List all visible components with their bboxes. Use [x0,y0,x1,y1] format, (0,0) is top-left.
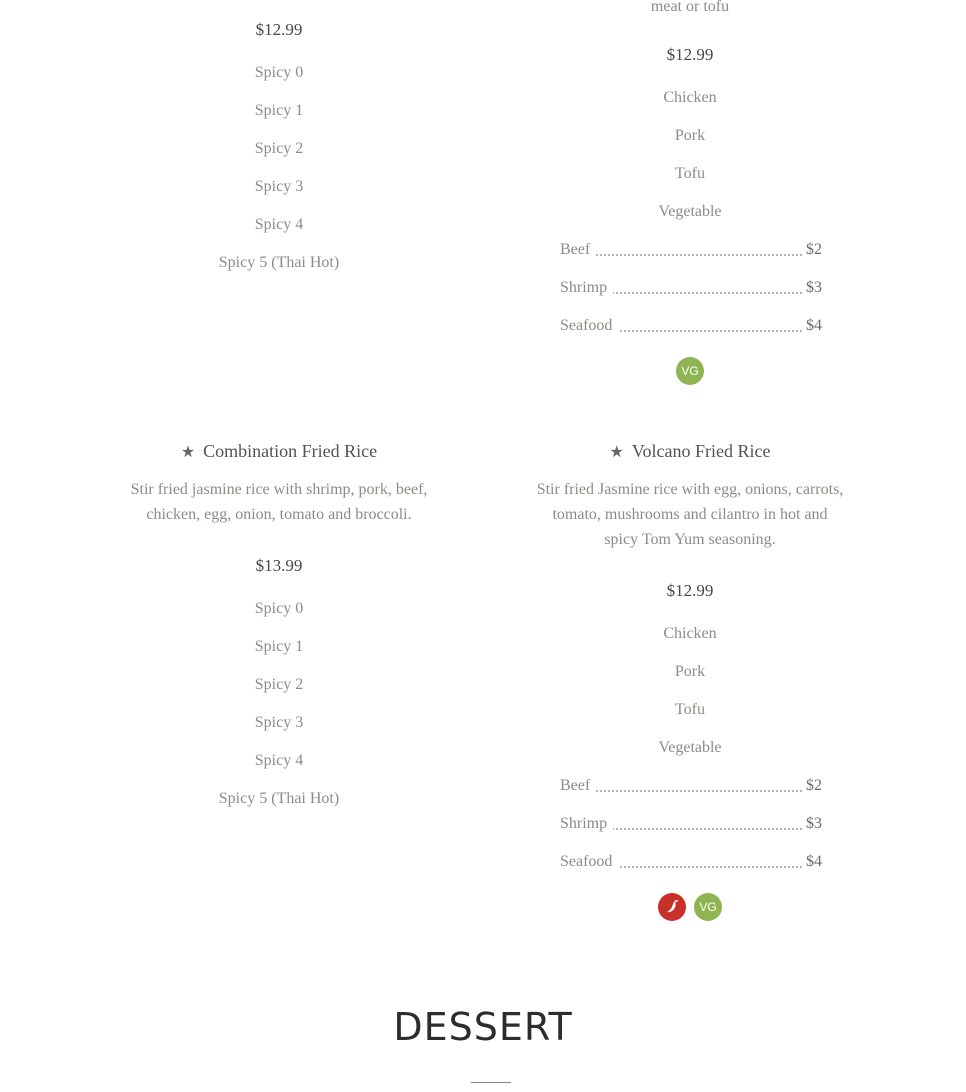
spice-option[interactable]: Spicy 3 [254,178,304,195]
spice-option[interactable]: Spicy 5 (Thai Hot) [218,254,340,271]
menu-item-title [490,441,890,462]
spice-option[interactable]: Spicy 4 [254,752,304,769]
item-price: $12.99 [255,20,303,39]
item-description: meat or tofu [650,0,730,15]
addon-price: $4 [802,853,822,871]
section-title: DESSERT [393,1005,573,1049]
spice-option[interactable]: Spicy 3 [254,714,304,731]
item-description [515,477,865,552]
protein-option[interactable]: Vegetable [658,203,722,220]
addon-row[interactable] [560,317,822,339]
item-price: $12.99 [666,45,714,64]
addon-name: Beef [560,241,596,259]
spice-option[interactable]: Spicy 0 [254,64,304,81]
star-icon: ★ [609,444,624,461]
description-line: Stir fried jasmine rice with shrimp, pork, beef, [130,481,428,498]
protein-option[interactable]: Tofu [675,701,705,718]
description-line: Stir fried Jasmine rice with egg, onions, carrots, [536,481,844,498]
addon-row[interactable] [560,815,822,837]
protein-option[interactable]: Vegetable [658,739,722,756]
spice-option[interactable]: Spicy 1 [254,102,304,119]
vegan-badge-icon: VG [676,357,704,385]
addon-name: Seafood [560,317,618,335]
protein-option[interactable]: Pork [674,127,706,144]
spice-option[interactable]: Spicy 2 [254,140,304,157]
protein-option[interactable]: Chicken [663,89,717,106]
menu-item-name: Combination Fried Rice [203,441,378,461]
addon-row[interactable] [560,241,822,263]
dot-leader [560,254,822,256]
spice-option[interactable]: Spicy 4 [254,216,304,233]
addon-price: $2 [802,241,822,259]
addon-price: $3 [802,279,822,297]
addon-price: $3 [802,815,822,833]
chili-pepper-glyph [664,899,680,915]
menu-item-name: Volcano Fried Rice [631,441,771,461]
protein-option[interactable]: Tofu [675,165,705,182]
description-line: tomato, mushrooms and cilantro in hot and [552,506,828,523]
description-line: spicy Tom Yum seasoning. [604,531,776,548]
dot-leader [560,790,822,792]
spice-option[interactable]: Spicy 2 [254,676,304,693]
star-icon: ★ [180,444,196,461]
protein-option[interactable]: Pork [674,663,706,680]
item-description [104,477,454,527]
protein-option[interactable]: Chicken [663,625,717,642]
chili-pepper-icon [658,893,686,921]
addon-name: Shrimp [560,815,613,833]
addon-price: $4 [802,317,822,335]
item-price: $13.99 [255,556,303,575]
addon-name: Beef [560,777,596,795]
addon-name: Shrimp [560,279,613,297]
item-price: $12.99 [666,581,714,600]
description-line: chicken, egg, onion, tomato and broccoli. [146,506,412,523]
section-divider [471,1082,511,1083]
menu-item-title [79,441,479,462]
addon-row[interactable] [560,853,822,875]
addon-name: Seafood [560,853,618,871]
spice-option[interactable]: Spicy 1 [254,638,304,655]
addon-row[interactable] [560,279,822,301]
vegan-badge-icon: VG [694,893,722,921]
spice-option[interactable]: Spicy 0 [254,600,304,617]
addon-price: $2 [802,777,822,795]
addon-row[interactable] [560,777,822,799]
spice-option[interactable]: Spicy 5 (Thai Hot) [218,790,340,807]
